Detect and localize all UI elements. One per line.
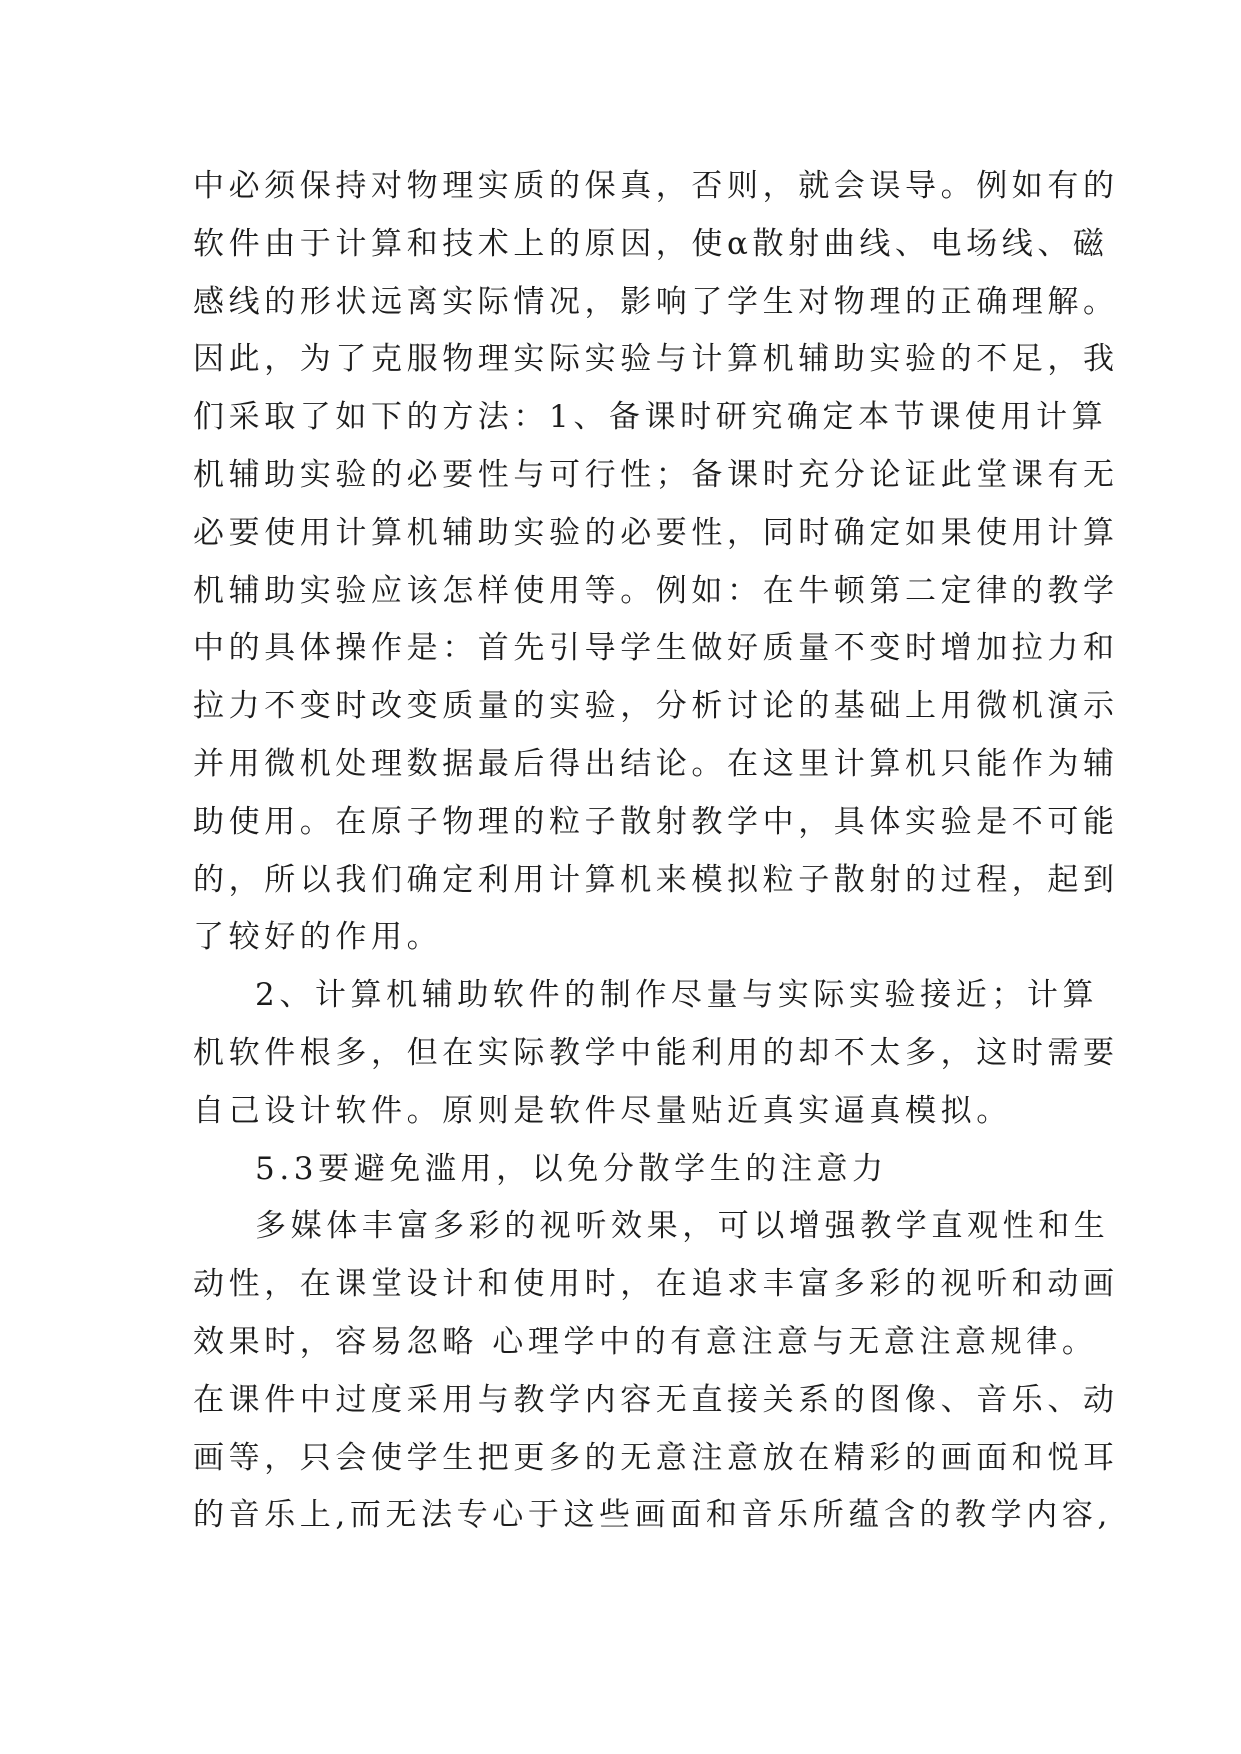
text-line: 中必须保持对物理实质的保真，否则，就会误导。例如有的 <box>193 168 1119 204</box>
text-line: 动性，在课堂设计和使用时，在追求丰富多彩的视听和动画 <box>193 1266 1119 1303</box>
text-line: 的，所以我们确定利用计算机来模拟粒子散射的过程，起到 <box>193 861 1119 898</box>
text-line: 2、计算机辅助软件的制作尽量与实际实验接近；计算 <box>255 977 1099 1014</box>
text-line: 机辅助实验的必要性与可行性；备课时充分论证此堂课有无 <box>193 456 1119 493</box>
text-line: 们采取了如下的方法：1、备课时研究确定本节课使用计算 <box>193 399 1108 436</box>
text-line: 助使用。在原子物理的粒子散射教学中，具体实验是不可能 <box>193 803 1119 840</box>
text-line: 因此，为了克服物理实际实验与计算机辅助实验的不足，我 <box>193 341 1119 378</box>
text-line: 软件由于计算和技术上的原因，使α散射曲线、电场线、磁 <box>193 225 1109 262</box>
text-line: 画等，只会使学生把更多的无意注意放在精彩的画面和悦耳 <box>193 1439 1119 1476</box>
text-line: 效果时，容易忽略 心理学中的有意注意与无意注意规律。 <box>193 1323 1098 1360</box>
text-line: 机辅助实验应该怎样使用等。例如：在牛顿第二定律的教学 <box>193 572 1119 609</box>
body-text <box>193 158 1119 1545</box>
text-line: 并用微机处理数据最后得出结论。在这里计算机只能作为辅 <box>193 745 1119 782</box>
text-line: 自己设计软件。原则是软件尽量贴近真实逼真模拟。 <box>193 1092 1012 1129</box>
text-line: 感线的形状远离实际情况，影响了学生对物理的正确理解。 <box>193 283 1119 320</box>
text-line: 了较好的作用。 <box>193 919 443 956</box>
text-line: 机软件根多，但在实际教学中能利用的却不太多，这时需要 <box>193 1034 1119 1071</box>
text-line: 的音乐上,而无法专心于这些画面和音乐所蕴含的教学内容, <box>193 1497 1112 1534</box>
text-line: 在课件中过度采用与教学内容无直接关系的图像、音乐、动 <box>193 1381 1119 1418</box>
text-line: 中的具体操作是：首先引导学生做好质量不变时增加拉力和 <box>193 630 1119 667</box>
text-line: 多媒体丰富多彩的视听效果，可以增强教学直观性和生 <box>255 1208 1110 1245</box>
section-heading: 5.3要避免滥用，以免分散学生的注意力 <box>255 1150 888 1187</box>
text-line: 必要使用计算机辅助实验的必要性，同时确定如果使用计算 <box>193 514 1119 551</box>
text-line: 拉力不变时改变质量的实验，分析讨论的基础上用微机演示 <box>193 688 1119 725</box>
